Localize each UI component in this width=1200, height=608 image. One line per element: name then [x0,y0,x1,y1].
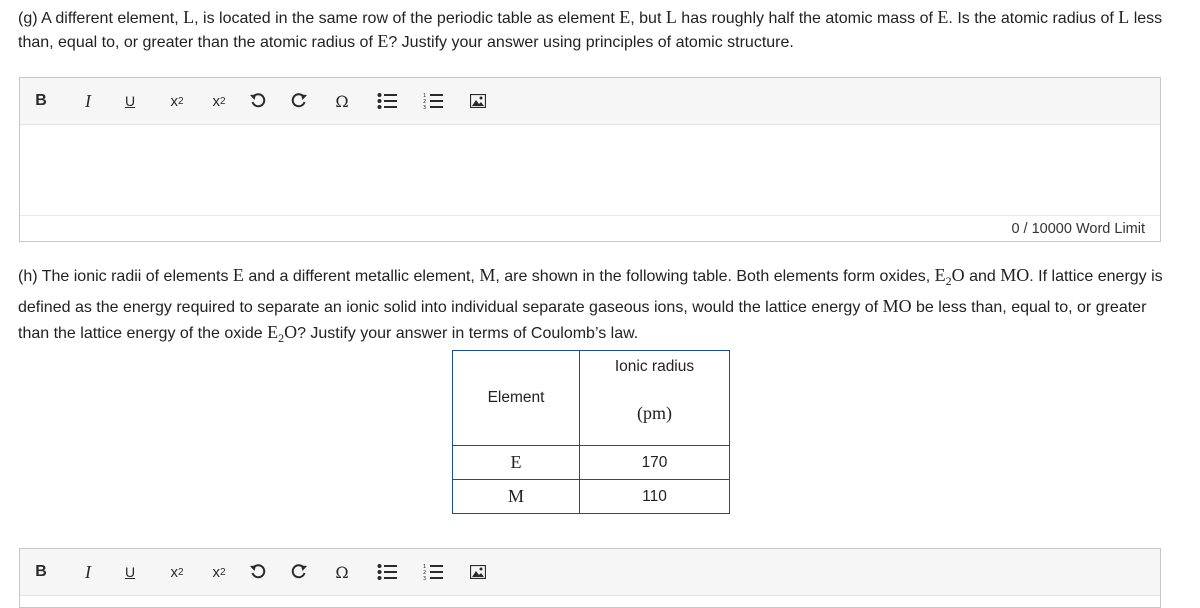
image-icon [470,94,486,108]
header-ionic-radius: Ionic radius (pm) [580,351,730,446]
svg-text:2: 2 [423,570,427,576]
insert-image-button[interactable] [465,549,491,595]
editor-toolbar [20,78,1160,125]
cell-element: E [453,446,580,480]
subscript-button[interactable]: x 2 [212,563,226,581]
bold-button[interactable]: B [35,563,47,580]
svg-text:1: 1 [423,564,427,570]
bulleted-list-button[interactable] [372,549,402,595]
editor-toolbar [20,549,1160,596]
header-element: Element [453,351,580,446]
superscript-button[interactable]: x 2 [170,563,184,581]
insert-image-button[interactable] [465,78,491,124]
answer-editor-g [19,77,1161,242]
cell-radius: 110 [580,480,730,514]
redo-button[interactable] [286,549,312,595]
cell-radius: 170 [580,446,730,480]
italic-button[interactable]: I [85,90,91,111]
table-header-row [453,351,730,446]
svg-text:1: 1 [423,93,427,99]
bulleted-list-icon [377,563,397,581]
undo-icon [249,563,267,581]
italic-button[interactable]: I [85,561,91,582]
editor-footer [20,216,1160,242]
redo-icon [290,563,308,581]
special-character-button[interactable]: Ω [335,562,349,582]
underline-button[interactable]: U [124,93,136,109]
svg-text:3: 3 [423,105,427,110]
undo-button[interactable] [245,549,271,595]
numbered-list-icon [423,563,443,581]
question-g-text: (g) A different element, L, is located in the same row of the periodic table as element E, but L has roughly half the atomic mass of E. Is the atomic radius of L less than, equal to, or greater than the atomic radius of E? Justify your answer using principles of atomic structure. [18,7,1163,51]
subscript-button[interactable]: x 2 [212,92,226,110]
undo-icon [249,92,267,110]
svg-text:3: 3 [423,576,427,581]
svg-text:2: 2 [423,99,427,105]
ionic-radius-table [452,350,730,514]
redo-icon [290,92,308,110]
answer-text-area[interactable] [20,125,1160,216]
answer-editor-h [19,548,1161,608]
underline-button[interactable]: U [124,564,136,580]
bold-button[interactable]: B [35,92,47,109]
undo-button[interactable] [245,78,271,124]
numbered-list-button[interactable] [418,78,448,124]
special-character-button[interactable]: Ω [335,91,349,111]
superscript-button[interactable]: x 2 [170,92,184,110]
question-h-text: (h) The ionic radii of elements E and a different metallic element, M, are shown in the following table. Both elements form oxides, $E_2O$ and MO. If lattice energy is defined as the energy required to separate an ionic solid into individual separate gaseous ions, would the lattice energy of MO be less than, equal to, or greater than the lattice energy of the oxide $E_2O$? Justify your answer in terms of Coulomb’s law. [18,265,1163,346]
bulleted-list-button[interactable] [372,78,402,124]
cell-element: M [453,480,580,514]
word-limit-counter: 0 / 10000 Word Limit [1011,221,1145,237]
table-row [453,446,730,480]
image-icon [470,565,486,579]
numbered-list-icon [423,92,443,110]
redo-button[interactable] [286,78,312,124]
table-row [453,480,730,514]
bulleted-list-icon [377,92,397,110]
numbered-list-button[interactable] [418,549,448,595]
